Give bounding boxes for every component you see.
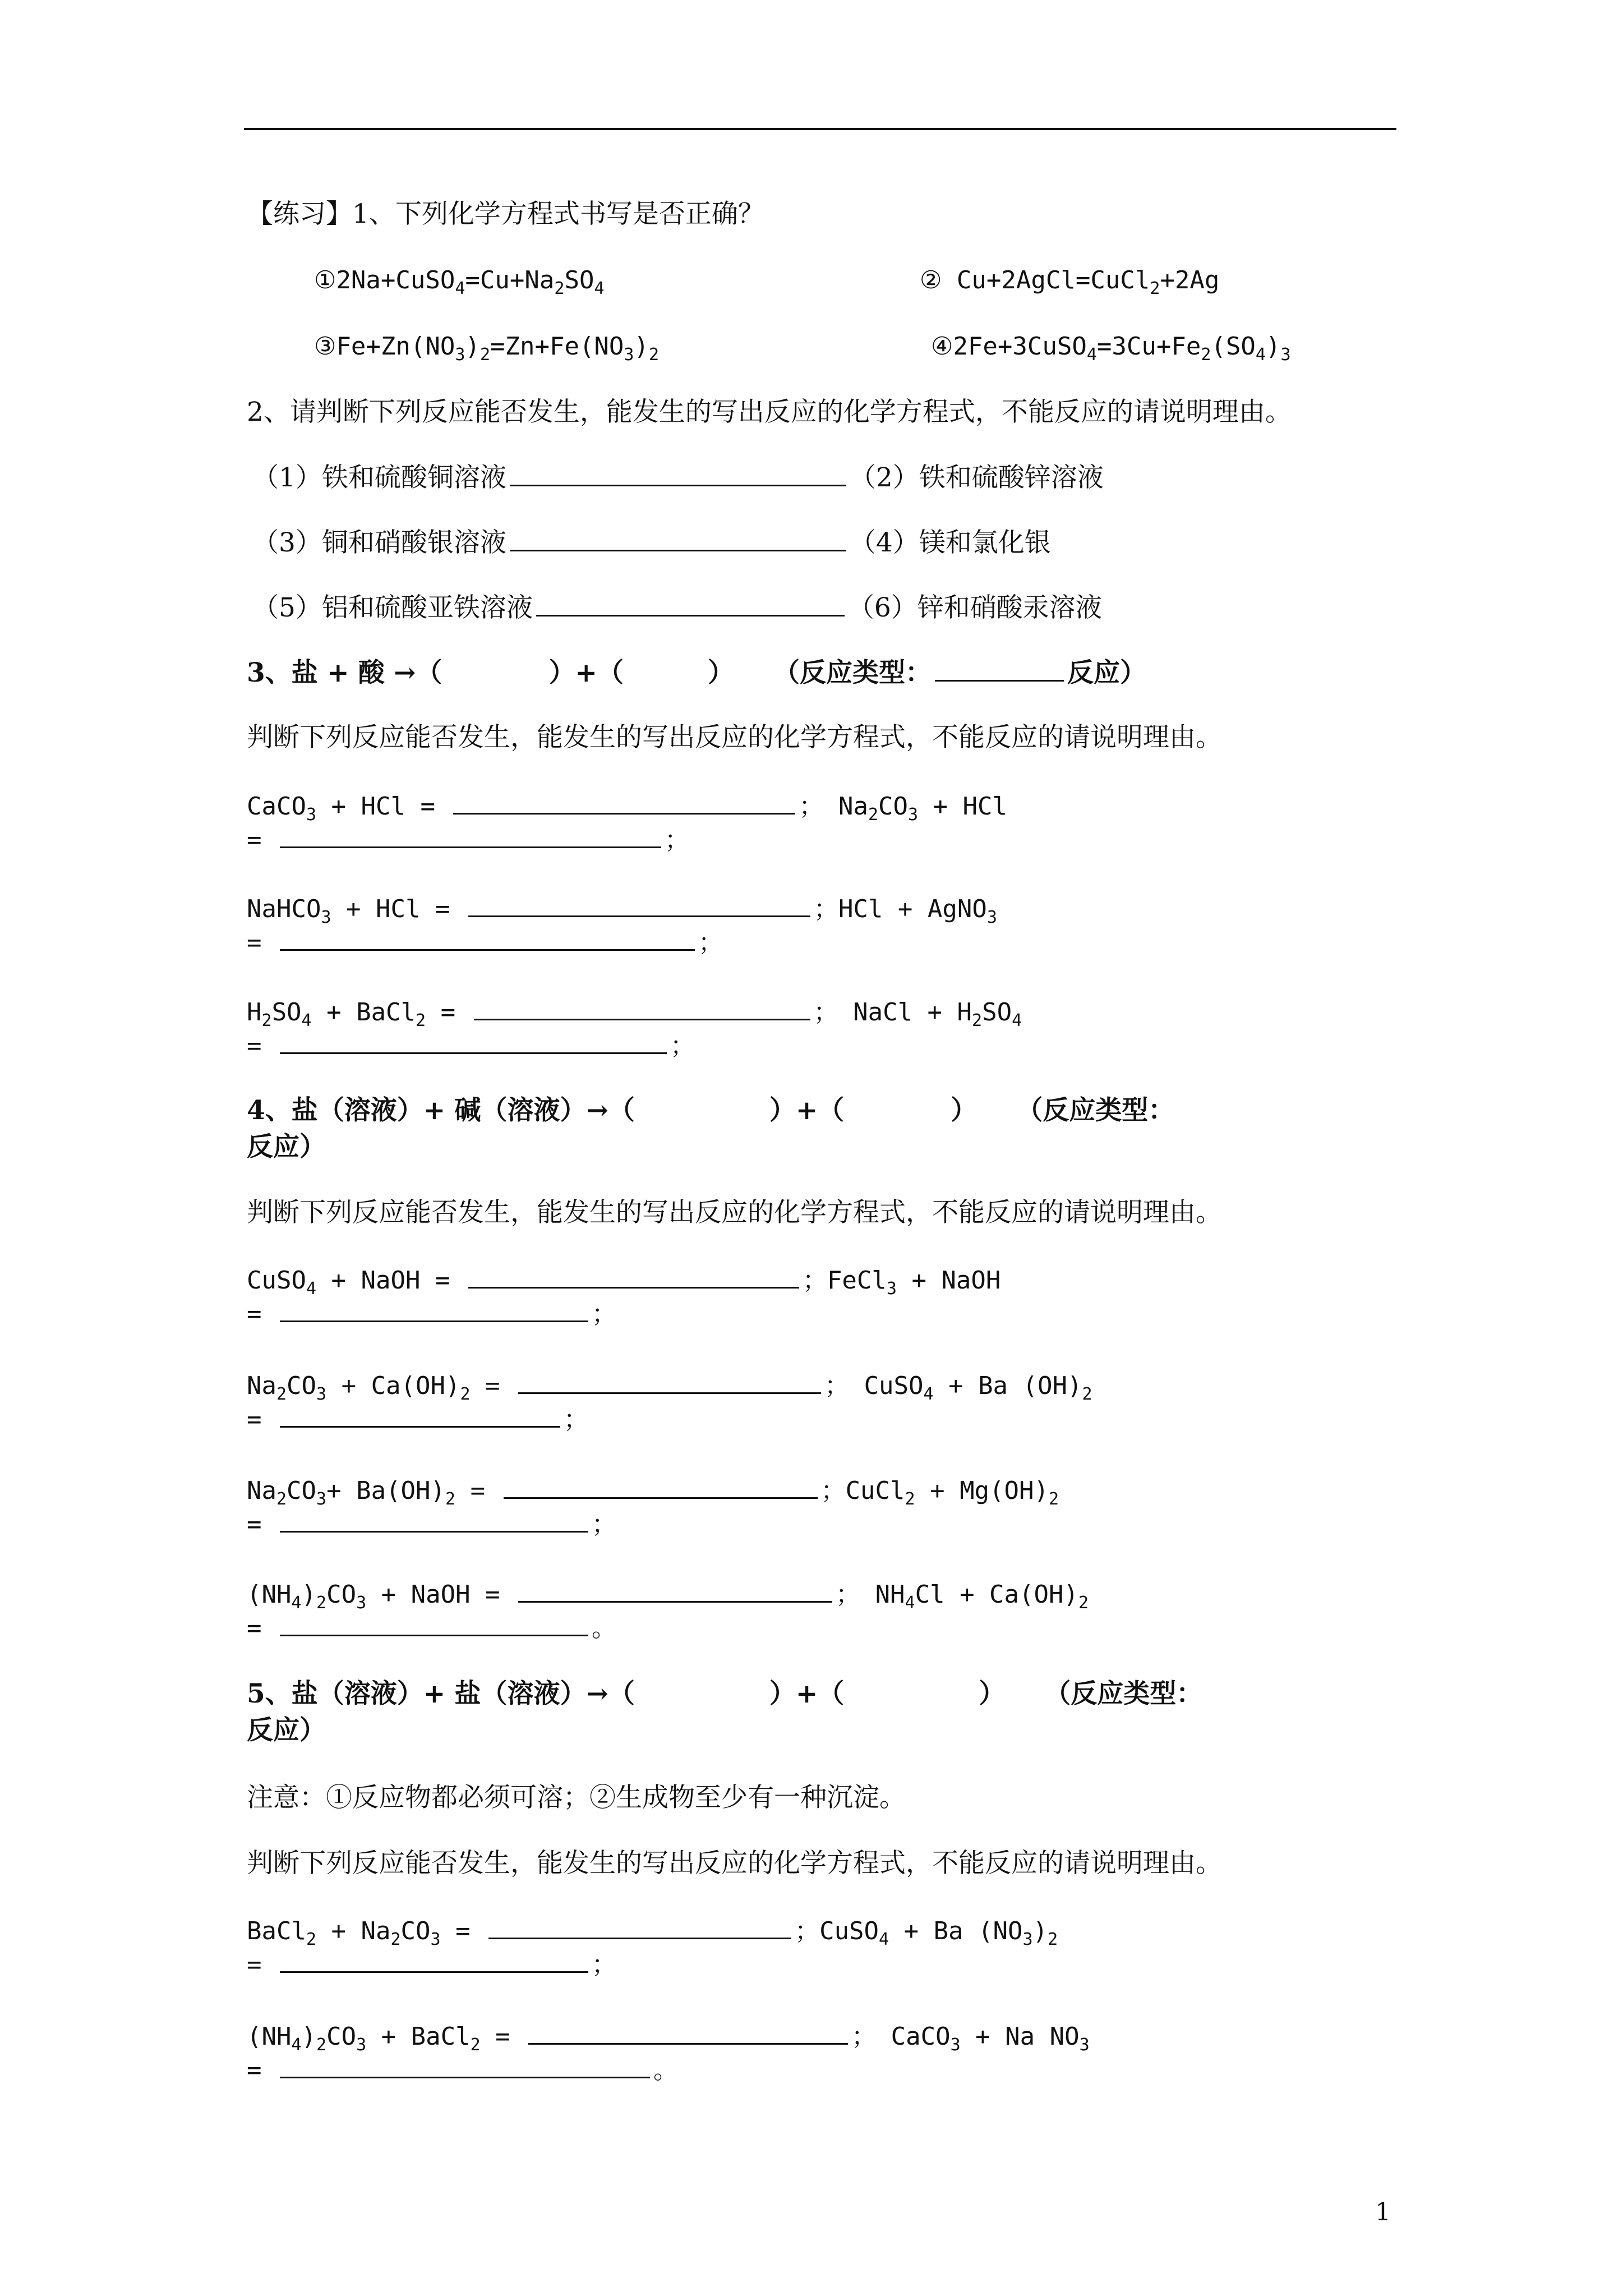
instruction: 判断下列反应能否发生，能发生的写出反应的化学方程式，不能反应的请说明理由。: [247, 1197, 1222, 1228]
subscript: 2: [1048, 1930, 1058, 1949]
answer-blank[interactable]: [510, 460, 846, 486]
equation-row: CuSO$_4$ + NaOH = ；FeCl$_3$ + NaOH: [247, 1262, 1000, 1306]
header-rule: [244, 128, 1396, 130]
reaction-item: （3）铜和硝酸银溶液 （4）镁和氯化银: [252, 525, 1051, 560]
equation-row: CaCO$_3$ + HCl = ； $Na_2CO_3$ + HCl: [247, 788, 1007, 832]
answer-blank[interactable]: [518, 1368, 821, 1394]
exercise-1-heading: 【练习】1、下列化学方程式书写是否正确？: [247, 199, 764, 229]
answer-blank[interactable]: [536, 590, 845, 616]
subscript: 3: [1079, 2035, 1090, 2055]
answer-blank[interactable]: [280, 1401, 560, 1428]
equation-row: $Na_2CO_3 + Ca(OH)_2$ = ； CuSO$_4$ + Ba $(OH)_2$: [247, 1368, 1092, 1411]
equation-continuation: = ；: [247, 822, 689, 857]
answer-blank[interactable]: [280, 822, 661, 848]
subscript: 4: [455, 279, 465, 298]
subscript: 3: [624, 345, 634, 365]
equation-item: $①2Na+CuSO_4=Cu+Na_2SO_4$: [314, 266, 605, 298]
answer-blank[interactable]: [280, 1947, 588, 1973]
subscript: 2: [972, 1011, 983, 1030]
instruction: 判断下列反应能否发生，能发生的写出反应的化学方程式，不能反应的请说明理由。: [247, 722, 1222, 753]
answer-blank[interactable]: [468, 1262, 799, 1289]
answer-blank[interactable]: [474, 994, 810, 1020]
subscript: 2: [648, 345, 660, 365]
subscript: 2: [416, 1011, 426, 1030]
subscript: 2: [276, 1384, 287, 1404]
subscript: 2: [460, 1384, 471, 1404]
reaction-item: （5）铝和硫酸亚铁溶液 （6）锌和硝酸汞溶液: [252, 590, 1102, 625]
subscript: 2: [1049, 1489, 1059, 1509]
subscript: 2: [1150, 279, 1160, 298]
subscript: 2: [868, 805, 878, 825]
subscript: 2: [1078, 1593, 1089, 1613]
subscript: 4: [905, 1593, 915, 1613]
equation-row: $(NH_4)_2CO_3$ + NaOH = ； $NH_4Cl + Ca(OH)_2$: [247, 1576, 1089, 1620]
equation-continuation: = ；: [247, 1296, 616, 1331]
subscript: 4: [291, 1593, 302, 1613]
answer-blank[interactable]: [280, 1506, 588, 1533]
subscript: 2: [554, 279, 565, 298]
equation-continuation: = ；: [247, 1028, 695, 1063]
instruction: 判断下列反应能否发生，能发生的写出反应的化学方程式，不能反应的请说明理由。: [247, 1848, 1222, 1879]
exercise-3-heading: 3、盐 + 酸 →（ ）+（ ） （反应类型： 反应）: [247, 655, 1146, 690]
answer-blank[interactable]: [518, 1576, 832, 1603]
equation-row: NaHCO$_3$ + HCl = ；HCl + AgNO$_3$: [247, 891, 997, 935]
answer-blank[interactable]: [528, 2018, 848, 2045]
subscript: 2: [316, 2035, 327, 2055]
equation-continuation: = ；: [247, 924, 723, 960]
note: 注意：①反应物都必须可溶；②生成物至少有一种沉淀。: [247, 1782, 906, 1813]
answer-blank[interactable]: [468, 891, 810, 917]
equation-continuation: = 。: [247, 2052, 678, 2087]
subscript: 3: [316, 1489, 327, 1509]
subscript: 4: [306, 1279, 317, 1299]
subscript: 3: [356, 2035, 367, 2055]
answer-blank[interactable]: [280, 2052, 650, 2078]
equation-continuation: = 。: [247, 1610, 616, 1645]
subscript: 4: [291, 2035, 302, 2055]
answer-blank[interactable]: [280, 1610, 588, 1636]
subscript: 4: [879, 1930, 889, 1949]
reaction-item: （1）铁和硫酸铜溶液 （2）铁和硫酸锌溶液: [252, 460, 1104, 495]
exercise-4-heading-cont: 反应）: [247, 1131, 326, 1162]
subscript: 4: [301, 1011, 312, 1030]
subscript: 2: [390, 1930, 401, 1949]
answer-blank[interactable]: [453, 788, 795, 815]
equation-row: $H_2SO_4$ + BaCl$_2$ = ； NaCl + $H_2SO_4$: [247, 994, 1022, 1038]
answer-blank[interactable]: [280, 924, 695, 951]
subscript: 2: [445, 1489, 456, 1509]
subscript: 2: [261, 1011, 272, 1030]
equation-continuation: = ；: [247, 1947, 616, 1982]
exercise-4-heading: 4、盐（溶液）+ 碱（溶液）→（ ）+（ ） （反应类型：: [247, 1095, 1175, 1126]
subscript: 3: [1280, 345, 1291, 365]
subscript: 2: [1201, 345, 1211, 365]
subscript: 3: [316, 1384, 327, 1404]
equation-row: BaCl$_2$ + $Na_2CO_3$ = ；CuSO$_4$ + Ba $(NO_3)_2$: [247, 1913, 1058, 1957]
subscript: 3: [306, 805, 317, 825]
equation-item: ② Cu+2AgCl=CuCl$_2$+2Ag: [920, 266, 1220, 298]
subscript: 2: [905, 1489, 915, 1509]
answer-blank[interactable]: [510, 525, 846, 551]
equation-continuation: = ；: [247, 1506, 616, 1542]
exercise-5-heading-cont: 反应）: [247, 1715, 326, 1746]
equation-row: $Na_2CO_3+ Ba(OH)_2$ = ；CuCl$_2$ + $Mg(OH)_2$: [247, 1473, 1059, 1516]
subscript: 3: [986, 908, 997, 927]
subscript: 2: [316, 1593, 327, 1613]
subscript: 4: [1255, 345, 1266, 365]
reaction-type-blank[interactable]: [935, 655, 1064, 682]
subscript: 4: [1086, 345, 1097, 365]
subscript: 4: [1012, 1011, 1022, 1030]
subscript: 2: [306, 1930, 317, 1949]
equation-row: $(NH_4)_2CO_3$ + BaCl$_2$ = ； CaCO$_3$ + Na $NO_3$: [247, 2018, 1090, 2062]
page-number: 1: [1375, 2198, 1391, 2226]
equation-item: $④2Fe+3CuSO_4=3Cu+Fe_2(SO_4)_3$: [931, 332, 1291, 365]
subscript: 3: [356, 1593, 367, 1613]
answer-blank[interactable]: [504, 1473, 818, 1499]
subscript: 3: [1022, 1930, 1033, 1949]
answer-blank[interactable]: [488, 1913, 791, 1939]
subscript: 4: [923, 1384, 934, 1404]
exercise-5-heading: 5、盐（溶液）+ 盐（溶液）→（ ）+（ ） （反应类型：: [247, 1678, 1203, 1709]
subscript: 3: [321, 908, 331, 927]
subscript: 3: [455, 345, 465, 365]
equation-continuation: = ；: [247, 1401, 588, 1437]
subscript: 3: [907, 805, 919, 825]
subscript: 3: [430, 1930, 441, 1949]
subscript: 2: [1082, 1384, 1092, 1404]
subscript: 2: [479, 345, 490, 365]
subscript: 4: [594, 279, 605, 298]
answer-blank[interactable]: [280, 1296, 588, 1322]
exercise-2-heading: 2、请判断下列反应能否发生，能发生的写出反应的化学方程式，不能反应的请说明理由。: [247, 397, 1292, 427]
equation-item: $③Fe+Zn(NO_3)_2=Zn+Fe(NO_3)_2$: [314, 332, 660, 365]
subscript: 2: [470, 2035, 481, 2055]
subscript: 3: [950, 2035, 961, 2055]
subscript: 3: [886, 1279, 897, 1299]
subscript: 2: [276, 1489, 287, 1509]
answer-blank[interactable]: [280, 1028, 667, 1054]
